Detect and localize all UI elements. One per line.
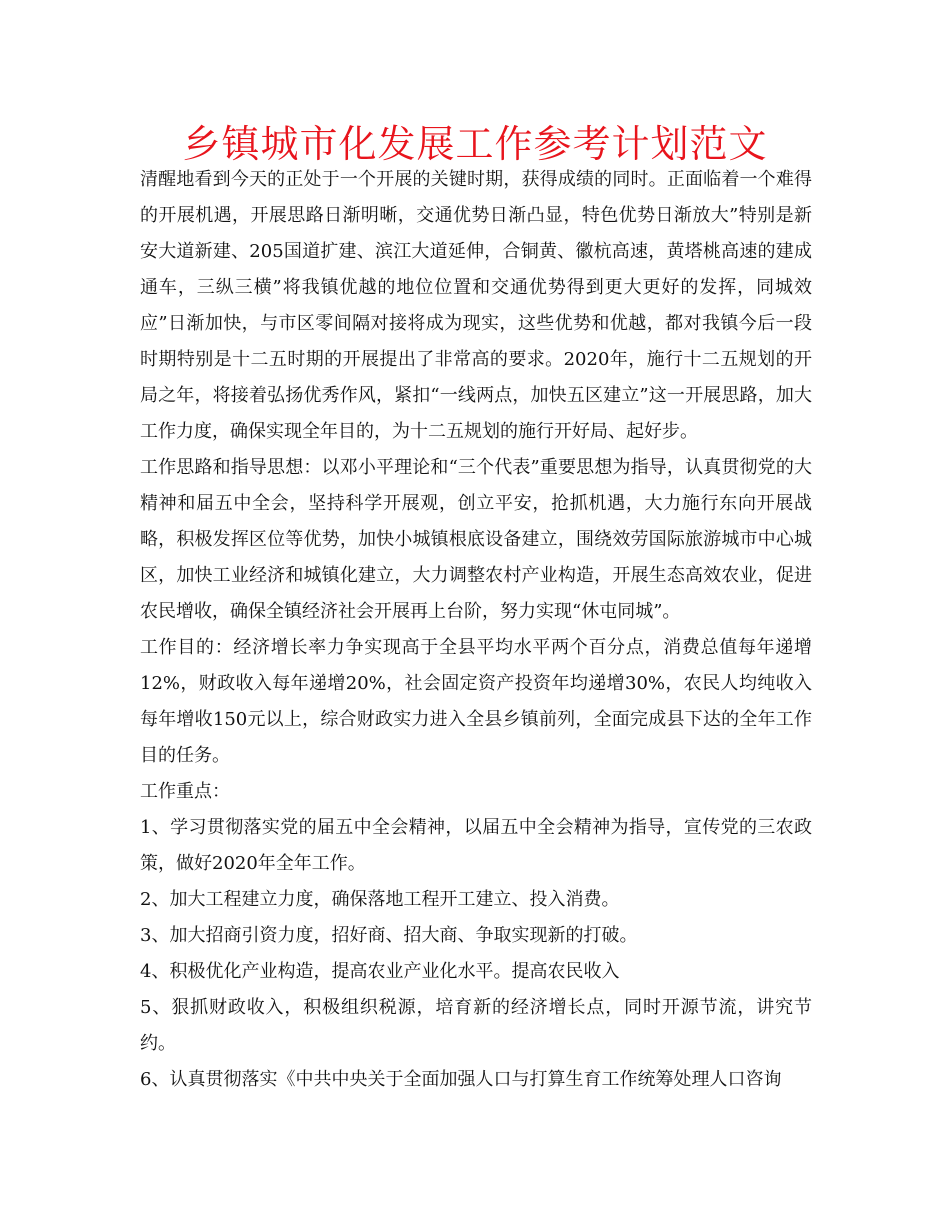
paragraph-work-focus-heading: 工作重点： (140, 781, 230, 802)
paragraph-intro: 清醒地看到今天的正处于一个开展的关键时期，获得成绩的同时。正面临着一个难得的开展机遇，开展思路日渐明晰，交通优势日渐凸显，特色优势日渐放大”特别是新安大道新建、205国道扩建、滨江大道延伸，合铜黄、徽杭高速，黄塔桃高速的建成通车，三纵三横”将我镇优越的地位位置和交通优势得到更大更好的发挥，同城效应”日渐加快，与市区零间隔对接将成为现实，这些优势和优越，都对我镇今后一段时期特别是十二五时期的开展提出了非常高的要求。2020年，施行十二五规划的开局之年，将接着弘扬优秀作风，紧扣“一线两点，加快五区建立”这一开展思路，加大工作力度，确保实现全年目的，为十二五规划的施行开好局、起好步。 (140, 169, 812, 442)
list-item-4: 4、积极优化产业构造，提高农业产业化水平。提高农民收入 (140, 961, 620, 982)
paragraph-work-goals: 工作目的：经济增长率力争实现高于全县平均水平两个百分点，消费总值每年递增12%，财政收入每年递增20%，社会固定资产投资年均递增30%，农民人均纯收入每年增收150元以上，综合财政实力进入全县乡镇前列，全面完成县下达的全年工作目的任务。 (140, 637, 812, 766)
paragraph-guiding-thought: 工作思路和指导思想：以邓小平理论和“三个代表”重要思想为指导，认真贯彻党的大精神和届五中全会，坚持科学开展观，创立平安，抢抓机遇，大力施行东向开展战略，积极发挥区位等优势，加快小城镇根底设备建立，围绕效劳国际旅游城市中心城区，加快工业经济和城镇化建立，大力调整农村产业构造，开展生态高效农业，促进农民增收，确保全镇经济社会开展再上台阶，努力实现“休屯同城”。 (140, 457, 812, 622)
list-item-2: 2、加大工程建立力度，确保落地工程开工建立、投入消费。 (140, 889, 620, 910)
document-body (140, 162, 812, 1098)
list-item-5: 5、狠抓财政收入，积极组织税源，培育新的经济增长点，同时开源节流，讲究节约。 (140, 997, 812, 1054)
page-title: 乡镇城市化发展工作参考计划范文 (182, 122, 768, 166)
list-item-3: 3、加大招商引资力度，招好商、招大商、争取实现新的打破。 (140, 925, 638, 946)
list-item-1: 1、学习贯彻落实党的届五中全会精神，以届五中全会精神为指导，宣传党的三农政策，做好2020年全年工作。 (140, 817, 812, 874)
list-item-6: 6、认真贯彻落实《中共中央关于全面加强人口与打算生育工作统筹处理人口咨询 (140, 1069, 782, 1090)
